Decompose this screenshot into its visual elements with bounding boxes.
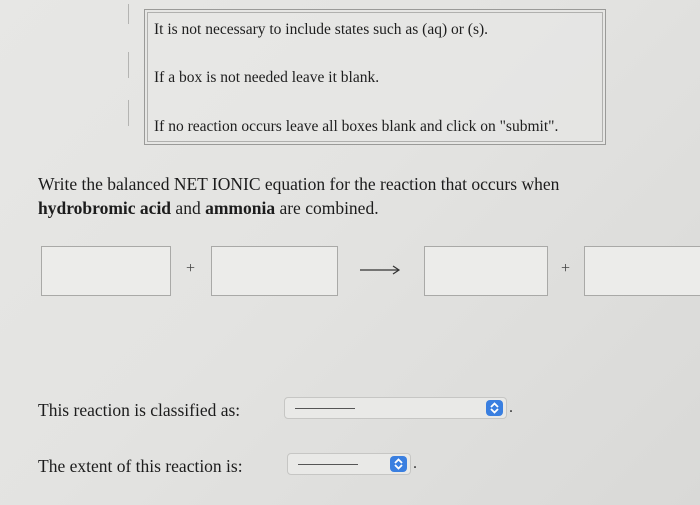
question-prefix: Write the balanced NET IONIC equation for the reaction that occurs when (38, 174, 560, 194)
extent-select[interactable] (287, 453, 411, 475)
instruction-states: It is not necessary to include states such as (aq) or (s). (154, 21, 489, 38)
divider (128, 100, 129, 126)
reactant-1: hydrobromic acid (38, 198, 172, 218)
product-2-input[interactable] (584, 246, 700, 296)
instruction-no-reaction: If no reaction occurs leave all boxes blank and click on "submit". (154, 118, 559, 135)
blank-line (295, 408, 355, 409)
question-suffix: are combined. (279, 198, 379, 218)
right-arrow-icon (360, 263, 402, 277)
reactant-2-input[interactable] (211, 246, 338, 296)
extent-period: . (413, 455, 417, 472)
instructions-panel (144, 9, 606, 145)
blank-line (298, 464, 358, 465)
classification-select[interactable] (284, 397, 507, 419)
chevron-up-down-icon (393, 457, 404, 471)
plus-sign: + (186, 260, 196, 277)
reactant-2: ammonia (205, 198, 276, 218)
instruction-blank-box: If a box is not needed leave it blank. (154, 69, 380, 86)
extent-label: The extent of this reaction is: (38, 456, 243, 476)
extent-dropdown-button[interactable] (390, 456, 407, 472)
question-prompt (38, 172, 688, 220)
reactant-1-input[interactable] (41, 246, 171, 296)
divider (128, 52, 129, 78)
classification-label: This reaction is classified as: (38, 400, 241, 420)
classification-period: . (509, 399, 513, 416)
classification-dropdown-button[interactable] (486, 400, 503, 416)
product-1-input[interactable] (424, 246, 548, 296)
divider (128, 4, 129, 24)
plus-sign: + (561, 260, 571, 277)
question-conjunction: and (175, 198, 201, 218)
chevron-up-down-icon (489, 401, 500, 415)
